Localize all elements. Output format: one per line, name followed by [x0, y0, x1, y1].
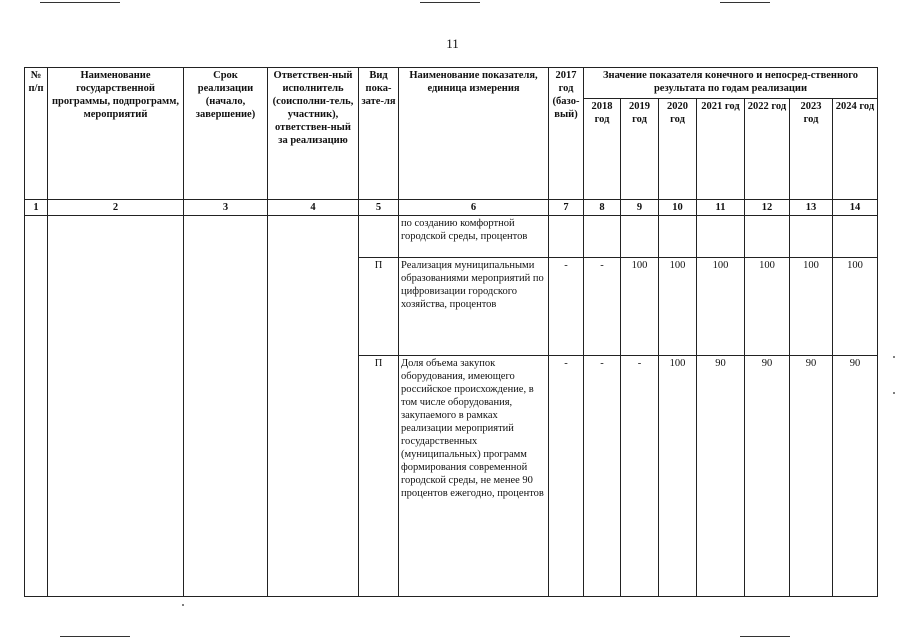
header-year: 2024 год	[833, 99, 878, 200]
cell-value: 90	[745, 356, 790, 597]
scan-edge-mark	[40, 2, 120, 3]
scan-speck	[893, 356, 895, 358]
column-number: 12	[745, 200, 790, 216]
scan-edge-mark	[740, 636, 790, 637]
cell-value: 90	[833, 356, 878, 597]
cell-value	[621, 216, 659, 258]
cell-base: -	[549, 356, 584, 597]
header-year: 2019 год	[621, 99, 659, 200]
header-values-group: Значение показателя конечного и непосред-ственного результата по годам реализации	[584, 68, 878, 99]
column-number: 11	[697, 200, 745, 216]
column-number: 4	[268, 200, 359, 216]
scan-edge-mark	[420, 2, 480, 3]
header-indicator: Наименование показателя, единица измерения	[399, 68, 549, 200]
header-year: 2020 год	[659, 99, 697, 200]
header-num: № п/п	[25, 68, 48, 200]
column-number: 8	[584, 200, 621, 216]
header-year: 2022 год	[745, 99, 790, 200]
header-program: Наименование государственной программы, подпрограмм, мероприятий	[48, 68, 184, 200]
cell-value: -	[584, 356, 621, 597]
column-number: 13	[790, 200, 833, 216]
cell-term	[184, 216, 268, 597]
column-number: 5	[359, 200, 399, 216]
header-year: 2023 год	[790, 99, 833, 200]
header-row	[25, 68, 878, 99]
cell-kind: П	[359, 356, 399, 597]
header-year: 2018 год	[584, 99, 621, 200]
column-number: 14	[833, 200, 878, 216]
column-number: 7	[549, 200, 584, 216]
cell-value	[833, 216, 878, 258]
cell-indicator: Доля объема закупок оборудования, имеющего российское происхождение, в том числе оборудования, закупаемого в рамках реализации мероприятий государственных (муниципальных) программ формирования современной городской среды, не менее 90 процентов ежегодно, процентов	[399, 356, 549, 597]
table-row	[25, 216, 878, 258]
cell-value: 100	[621, 258, 659, 356]
scan-speck	[893, 392, 895, 394]
cell-base	[549, 216, 584, 258]
page-number: 11	[446, 36, 459, 51]
cell-executor	[268, 216, 359, 597]
cell-value: 100	[697, 258, 745, 356]
column-number: 6	[399, 200, 549, 216]
cell-indicator: по созданию комфортной городской среды, процентов	[399, 216, 549, 258]
header-base-year: 2017 год (базо-вый)	[549, 68, 584, 200]
cell-value: 100	[745, 258, 790, 356]
indicators-table	[24, 67, 878, 597]
header-kind: Вид пока-зате-ля	[359, 68, 399, 200]
cell-num	[25, 216, 48, 597]
cell-value	[584, 216, 621, 258]
cell-indicator: Реализация муниципальными образованиями мероприятий по цифровизации городского хозяйства, процентов	[399, 258, 549, 356]
cell-value	[697, 216, 745, 258]
cell-value: -	[584, 258, 621, 356]
cell-value	[745, 216, 790, 258]
column-number: 3	[184, 200, 268, 216]
column-number: 9	[621, 200, 659, 216]
cell-program	[48, 216, 184, 597]
cell-value: 100	[833, 258, 878, 356]
cell-value: 90	[697, 356, 745, 597]
cell-kind	[359, 216, 399, 258]
column-number: 2	[48, 200, 184, 216]
cell-value: 100	[659, 356, 697, 597]
header-year: 2021 год	[697, 99, 745, 200]
cell-value: 100	[790, 258, 833, 356]
cell-value	[790, 216, 833, 258]
scan-speck	[182, 604, 184, 606]
cell-value	[659, 216, 697, 258]
column-number: 10	[659, 200, 697, 216]
cell-kind: П	[359, 258, 399, 356]
cell-base: -	[549, 258, 584, 356]
scan-edge-mark	[720, 2, 770, 3]
scan-edge-mark	[60, 636, 130, 637]
header-executor: Ответствен-ный исполнитель (соисполни-тель, участник), ответствен-ный за реализацию	[268, 68, 359, 200]
column-number: 1	[25, 200, 48, 216]
cell-value: 100	[659, 258, 697, 356]
header-term: Срок реализации (начало, завершение)	[184, 68, 268, 200]
column-number-row	[25, 200, 878, 216]
cell-value: 90	[790, 356, 833, 597]
cell-value: -	[621, 356, 659, 597]
